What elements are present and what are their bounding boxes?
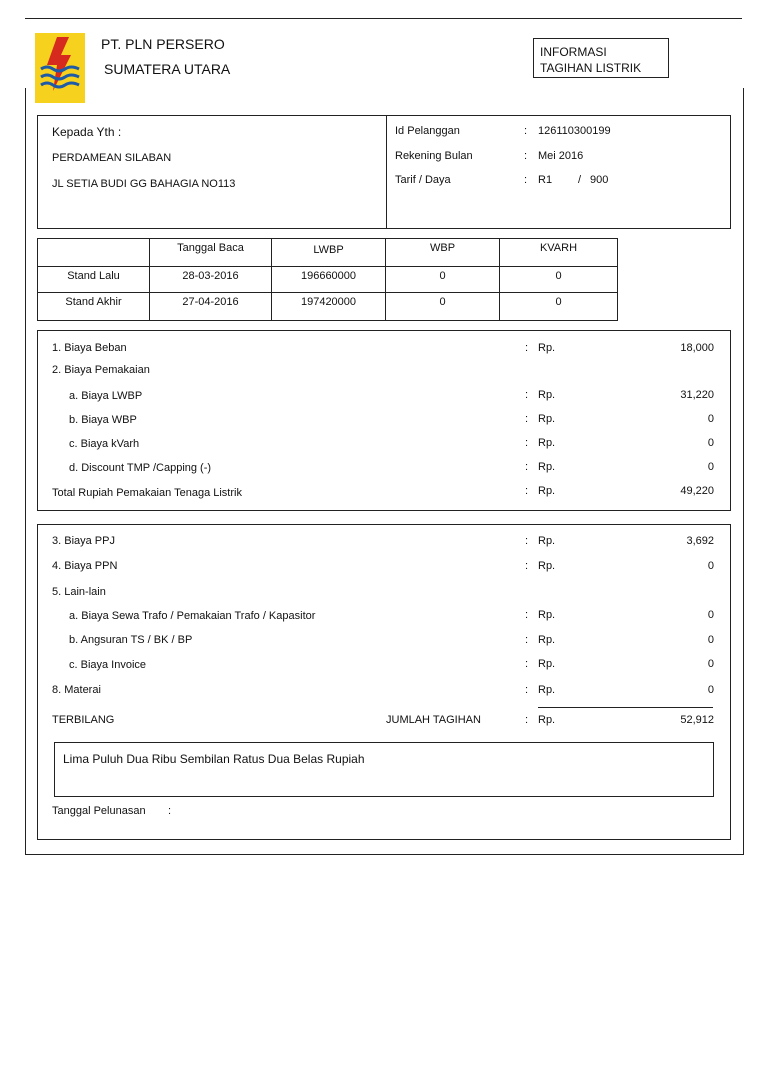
meter-header-wbp: WBP (386, 239, 500, 267)
meter-row1-lwbp: 196660000 (272, 267, 386, 293)
c1-item1-label: 2. Biaya Pemakaian (52, 364, 150, 376)
c1-item5-colon: : (525, 461, 529, 473)
c2-item6-label: 8. Materai (52, 684, 101, 696)
meter-row2-kvarh: 0 (500, 293, 618, 321)
total-rule (538, 707, 713, 708)
terbilang-text: Lima Puluh Dua Ribu Sembilan Ratus Dua Belas Rupiah (63, 752, 365, 766)
customer-address: JL SETIA BUDI GG BAHAGIA NO113 (52, 178, 236, 190)
jumlah-label: JUMLAH TAGIHAN (386, 714, 481, 726)
customer-box (37, 115, 731, 229)
c2-item1-label: 4. Biaya PPN (52, 560, 118, 572)
meter-row2-tanggal: 27-04-2016 (150, 293, 272, 321)
c1-item3-colon: : (525, 413, 529, 425)
id-value: 126110300199 (538, 125, 611, 137)
daya-value: 900 (590, 174, 609, 186)
c1-item2-colon: : (525, 389, 529, 401)
rekening-colon: : (524, 150, 528, 162)
id-colon: : (524, 125, 528, 137)
meter-row1-wbp: 0 (386, 267, 500, 293)
terbilang-label: TERBILANG (52, 714, 115, 726)
kepada-label: Kepada Yth : (52, 125, 122, 139)
rekening-value: Mei 2016 (538, 150, 584, 162)
c1-item3-label: b. Biaya WBP (69, 414, 137, 426)
c2-item3-currency: Rp. (538, 609, 556, 621)
tarif-separator: / (578, 174, 582, 186)
c1-item2-label: a. Biaya LWBP (69, 390, 143, 402)
frame-top-line (25, 18, 742, 19)
meter-row2-wbp: 0 (386, 293, 500, 321)
meter-header-kvarh: KVARH (500, 239, 618, 267)
meter-row2-label: Stand Akhir (38, 293, 150, 321)
c1-item0-currency: Rp. (538, 342, 556, 354)
c1-item2-currency: Rp. (538, 389, 556, 401)
c1-item5-label: d. Discount TMP /Capping (-) (69, 462, 212, 474)
c2-item5-currency: Rp. (538, 658, 556, 670)
charges2-box (37, 524, 731, 840)
c2-item0-label: 3. Biaya PPJ (52, 535, 115, 547)
c2-item1-colon: : (525, 560, 529, 572)
tarif-value: R1 (538, 174, 553, 186)
c1-item0-label: 1. Biaya Beban (52, 342, 127, 354)
rekening-label: Rekening Bulan (395, 150, 473, 162)
c1-item5-currency: Rp. (538, 461, 556, 473)
meter-header-tanggal: Tanggal Baca (150, 239, 272, 267)
c1-item2-value: 31,220 (680, 389, 714, 401)
meter-row1-label: Stand Lalu (38, 267, 150, 293)
c1-item4-currency: Rp. (538, 437, 556, 449)
c2-item5-label: c. Biaya Invoice (69, 659, 147, 671)
c1-item0-colon: : (525, 342, 529, 354)
terbilang-box (54, 742, 714, 797)
c2-item4-currency: Rp. (538, 634, 556, 646)
c1-total-colon: : (525, 485, 529, 497)
jumlah-colon: : (525, 714, 529, 726)
c2-item3-label: a. Biaya Sewa Trafo / Pemakaian Trafo / Kapasitor (69, 610, 316, 622)
c1-item4-value: 0 (707, 437, 714, 449)
pln-logo-icon (35, 33, 85, 103)
c2-item6-value: 0 (707, 684, 714, 696)
c2-item0-currency: Rp. (538, 535, 556, 547)
customer-divider (386, 116, 387, 228)
jumlah-currency: Rp. (538, 714, 556, 726)
charges1-box (37, 330, 731, 511)
company-region: SUMATERA UTARA (104, 61, 231, 77)
tarif-label: Tarif / Daya (395, 174, 451, 186)
c2-item1-value: 0 (707, 560, 714, 572)
c2-item5-value: 0 (707, 658, 714, 670)
jumlah-value: 52,912 (680, 714, 714, 726)
meter-row2-lwbp: 197420000 (272, 293, 386, 321)
pelunasan-label: Tanggal Pelunasan (52, 805, 146, 817)
meter-row1-kvarh: 0 (500, 267, 618, 293)
c1-item4-colon: : (525, 437, 529, 449)
c1-item5-value: 0 (707, 461, 714, 473)
c1-item3-currency: Rp. (538, 413, 556, 425)
c1-total-value: 49,220 (680, 485, 714, 497)
c2-item0-value: 3,692 (686, 535, 714, 547)
info-line2: TAGIHAN LISTRIK (540, 61, 642, 75)
info-line1: INFORMASI (540, 45, 607, 59)
customer-name: PERDAMEAN SILABAN (52, 152, 172, 164)
company-name: PT. PLN PERSERO (101, 36, 225, 52)
info-box (533, 38, 669, 78)
meter-header-lwbp: LWBP (272, 239, 386, 267)
c1-item4-label: c. Biaya kVarh (69, 438, 140, 450)
c1-total-label: Total Rupiah Pemakaian Tenaga Listrik (52, 487, 242, 499)
pln-logo (35, 33, 85, 103)
c1-item0-value: 18,000 (680, 342, 714, 354)
c2-item3-colon: : (525, 609, 529, 621)
c2-item4-colon: : (525, 634, 529, 646)
pelunasan-colon: : (168, 805, 172, 817)
id-label: Id Pelanggan (395, 125, 460, 137)
c2-item5-colon: : (525, 658, 529, 670)
meter-header-blank (38, 239, 150, 267)
c2-item0-colon: : (525, 535, 529, 547)
c2-item3-value: 0 (707, 609, 714, 621)
c2-item6-currency: Rp. (538, 684, 556, 696)
c2-item2-label: 5. Lain-lain (52, 586, 106, 598)
meter-row1-tanggal: 28-03-2016 (150, 267, 272, 293)
c2-item4-label: b. Angsuran TS / BK / BP (69, 634, 193, 646)
c1-total-currency: Rp. (538, 485, 556, 497)
meter-table (37, 238, 618, 321)
c2-item6-colon: : (525, 684, 529, 696)
c1-item3-value: 0 (707, 413, 714, 425)
c2-item4-value: 0 (707, 634, 714, 646)
tarif-colon: : (524, 174, 528, 186)
c2-item1-currency: Rp. (538, 560, 556, 572)
